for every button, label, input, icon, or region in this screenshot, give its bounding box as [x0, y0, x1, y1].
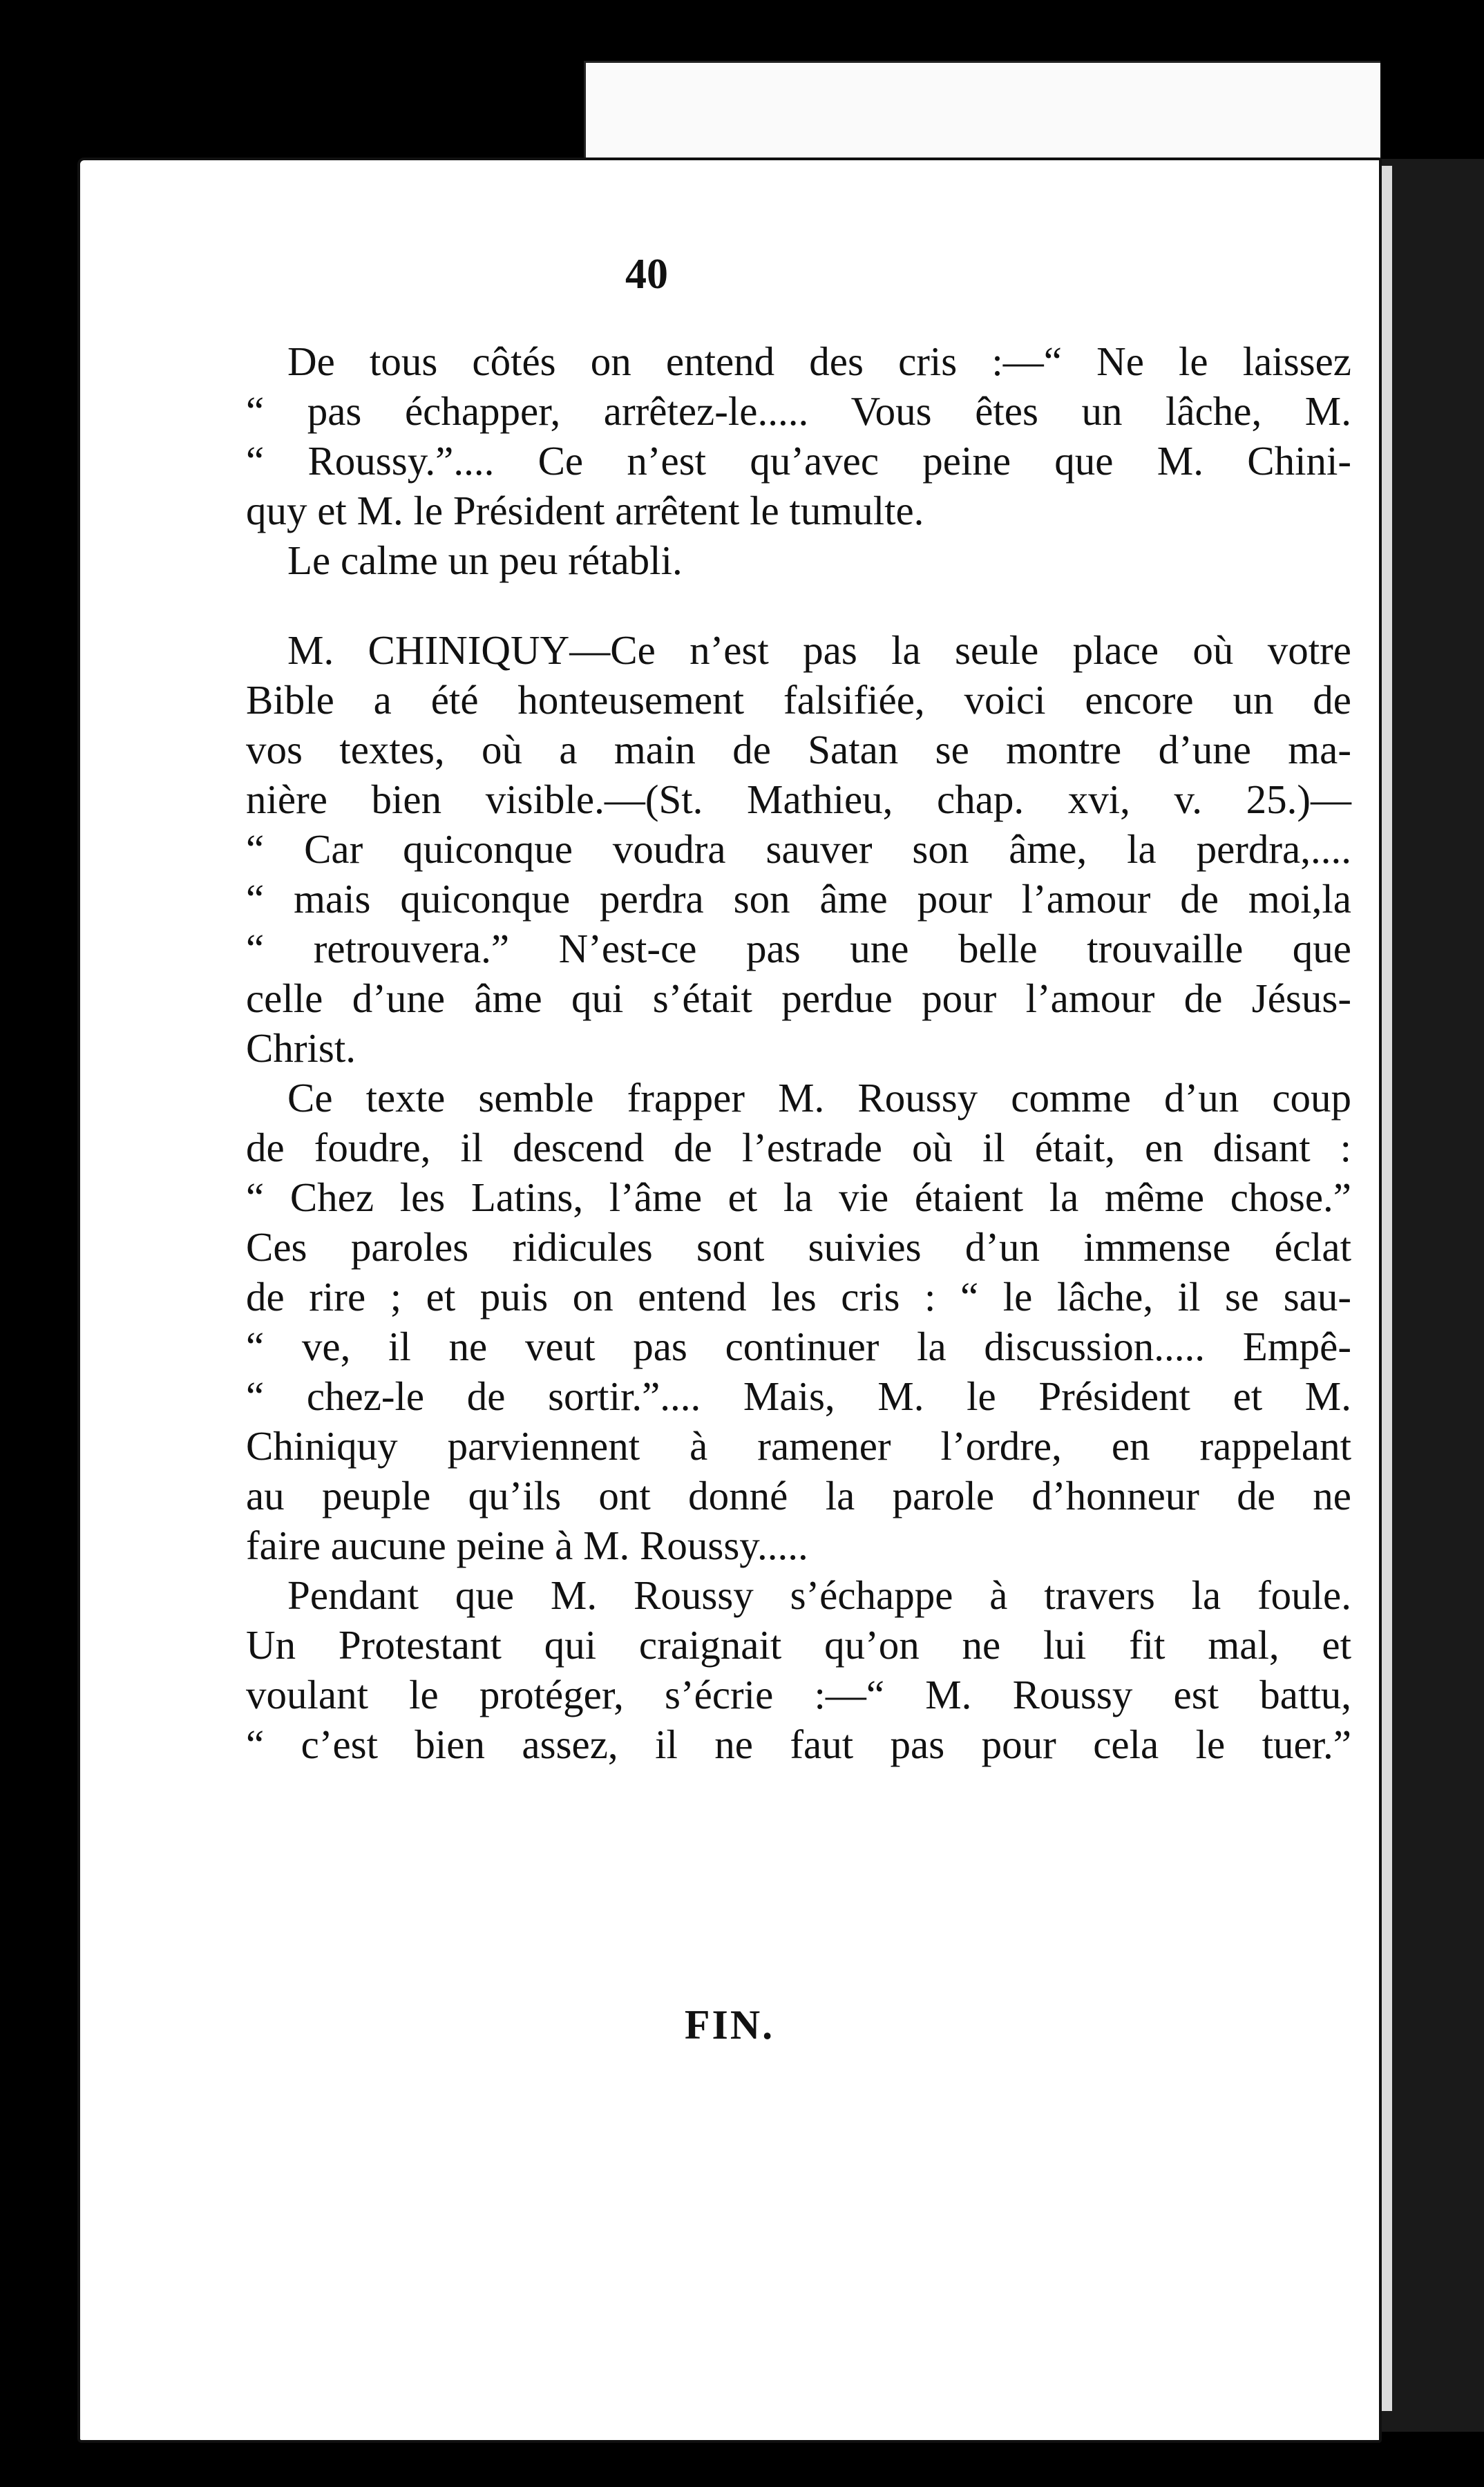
text-line: voulant le protéger, s’écrie :—“ M. Roussy est battu,: [246, 1672, 1351, 1717]
text-line: “ retrouvera.” N’est-ce pas une belle trouvaille que: [246, 926, 1351, 971]
text-line: Un Protestant qui craignait qu’on ne lui fit mal, et: [246, 1622, 1351, 1668]
text-line: nière bien visible.—(St. Mathieu, chap. xvi, v. 25.)—: [246, 776, 1351, 822]
text-line: “ chez-le de sortir.”.... Mais, M. le Président et M.: [246, 1373, 1351, 1419]
text-line: quy et M. le Président arrêtent le tumulte.: [246, 488, 924, 533]
text-line: Christ.: [246, 1025, 356, 1071]
text-line: faire aucune peine à M. Roussy.....: [246, 1523, 808, 1568]
text-line: Ce texte semble frapper M. Roussy comme d’un coup: [287, 1075, 1351, 1121]
text-line: de rire ; et puis on entend les cris : “ le lâche, il se sau-: [246, 1274, 1351, 1319]
text-line: Chiniquy parviennent à ramener l’ordre, en rappelant: [246, 1423, 1351, 1469]
text-line: au peuple qu’ils ont donné la parole d’honneur de ne: [246, 1473, 1351, 1518]
text-line: “ ve, il ne veut pas continuer la discussion..... Empê-: [246, 1324, 1351, 1369]
text-line: “ mais quiconque perdra son âme pour l’amour de moi,la: [246, 876, 1351, 922]
body-text: [246, 336, 1351, 1769]
text-line: “ Car quiconque voudra sauver son âme, la perdra,....: [246, 826, 1351, 872]
text-line: Le calme un peu rétabli.: [287, 537, 683, 583]
text-line: celle d’une âme qui s’était perdue pour l’amour de Jésus-: [246, 975, 1351, 1021]
paragraph-gap: [246, 585, 1351, 625]
text-line: “ pas échapper, arrêtez-le..... Vous êtes un lâche, M.: [246, 388, 1351, 434]
text-line: Pendant que M. Roussy s’échappe à travers la foule.: [287, 1572, 1351, 1618]
text-line: M. CHINIQUY—Ce n’est pas la seule place où votre: [287, 627, 1351, 673]
text-line: “ c’est bien assez, il ne faut pas pour cela le tuer.”: [246, 1722, 1351, 1767]
text-line: Bible a été honteusement falsifiée, voici encore un de: [246, 677, 1351, 723]
text-line: “ Chez les Latins, l’âme et la vie étaient la même chose.”: [246, 1174, 1351, 1220]
text-line: Ces paroles ridicules sont suivies d’un immense éclat: [246, 1224, 1351, 1270]
book-page: [77, 158, 1382, 2443]
text-line: vos textes, où a main de Satan se montre d’une ma-: [246, 727, 1351, 772]
text-line: “ Roussy.”.... Ce n’est qu’avec peine que M. Chini-: [246, 438, 1351, 484]
text-line: De tous côtés on entend des cris :—“ Ne le laissez: [287, 339, 1351, 384]
fin-label: FIN.: [684, 2002, 775, 2048]
page-number: 40: [625, 251, 668, 298]
text-line: de foudre, il descend de l’estrade où il était, en disant :: [246, 1125, 1351, 1170]
